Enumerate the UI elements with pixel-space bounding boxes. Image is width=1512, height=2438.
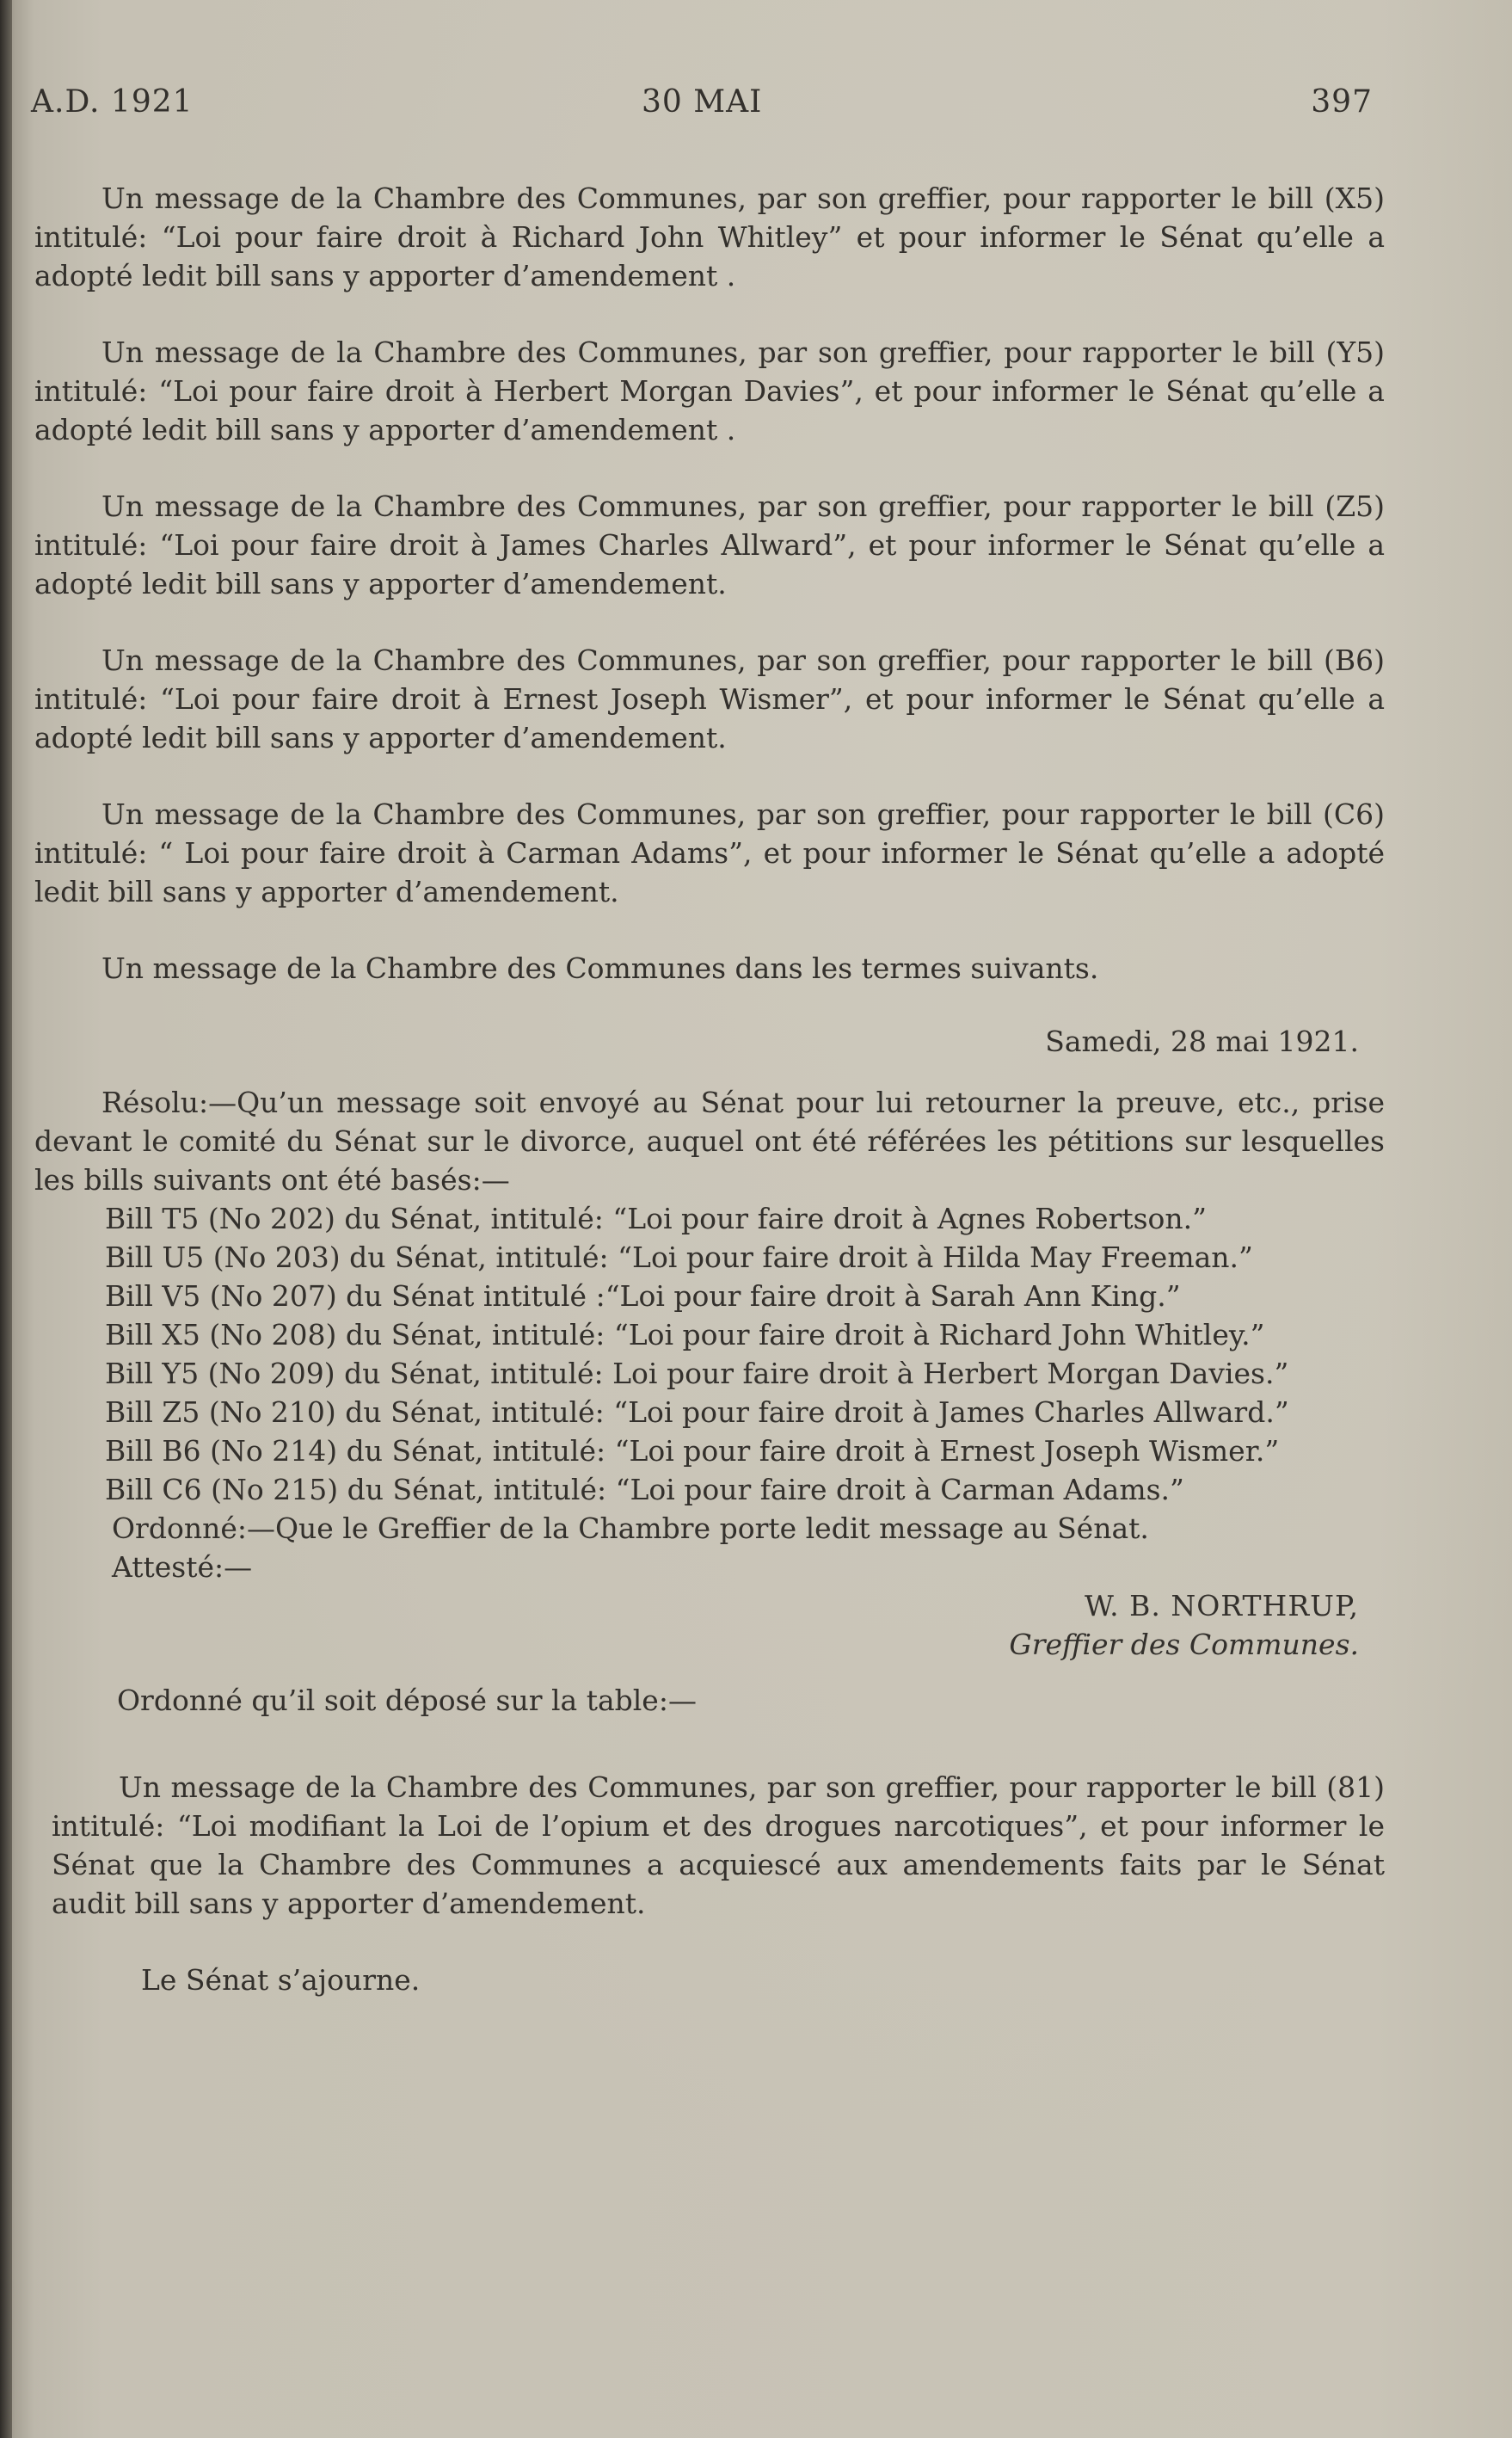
bill-x5: Bill X5 (No 208) du Sénat, intitulé: “Loi pour faire droit à Richard John Whitley.” bbox=[105, 1318, 1265, 1351]
message-paragraph-c6: Un message de la Chambre des Communes, par son greffier, pour rapporter le bill (C6) intitulé: “ Loi pour faire droit à Carman Adams”, et pour informer le Sénat qu’elle a adopté ledit bill sans y apporter d’amendement. bbox=[34, 797, 1385, 908]
message-paragraph-x5: Un message de la Chambre des Communes, par son greffier, pour rapporter le bill (X5) intitulé: “Loi pour faire droit à Richard John Whitley” et pour informer le Sénat qu’elle a adopté ledit bill sans y apporter d’amendement . bbox=[34, 182, 1385, 292]
bill-c6: Bill C6 (No 215) du Sénat, intitulé: “Loi pour faire droit à Carman Adams.” bbox=[105, 1473, 1184, 1506]
page-binding-edge bbox=[0, 0, 12, 2438]
signature-block bbox=[34, 1586, 1359, 1664]
header-year: A.D. 1921 bbox=[31, 84, 194, 120]
signature-name: W. B. NORTHRUP, bbox=[1084, 1589, 1359, 1622]
page-body bbox=[34, 179, 1385, 1999]
message-date: Samedi, 28 mai 1921. bbox=[1045, 1025, 1359, 1058]
ordonne-text: Ordonné:—Que le Greffier de la Chambre porte ledit message au Sénat. bbox=[112, 1511, 1149, 1545]
message-intro: Un message de la Chambre des Communes dans les termes suivants. bbox=[101, 951, 1099, 985]
deposit-order: Ordonné qu’il soit déposé sur la table:— bbox=[117, 1684, 697, 1717]
bill-y5: Bill Y5 (No 209) du Sénat, intitulé: Loi pour faire droit à Herbert Morgan Davies.” bbox=[105, 1357, 1289, 1390]
message-paragraph-b6: Un message de la Chambre des Communes, par son greffier, pour rapporter le bill (B6) intitulé: “Loi pour faire droit à Ernest Joseph Wismer”, et pour informer le Sénat qu’elle a adopté ledit bill sans y apporter d’amendement. bbox=[34, 643, 1385, 754]
bill-b6: Bill B6 (No 214) du Sénat, intitulé: “Loi pour faire droit à Ernest Joseph Wismer.” bbox=[105, 1434, 1280, 1468]
page-header bbox=[31, 84, 1373, 127]
bill-z5: Bill Z5 (No 210) du Sénat, intitulé: “Loi pour faire droit à James Charles Allward.” bbox=[105, 1395, 1289, 1429]
atteste-text: Attesté:— bbox=[112, 1550, 253, 1584]
message-paragraph-bill-81: Un message de la Chambre des Communes, par son greffier, pour rapporter le bill (81) intitulé: “Loi modifiant la Loi de l’opium et des drogues narcotiques”, et pour informer le Sénat que la Chambre des Communes a acquiescé aux amendements faits par le Sénat audit bill sans y apporter d’amendement. bbox=[52, 1770, 1385, 1920]
bill-v5: Bill V5 (No 207) du Sénat intitulé :“Loi pour faire droit à Sarah Ann King.” bbox=[105, 1279, 1181, 1313]
message-paragraph-y5: Un message de la Chambre des Communes, par son greffier, pour rapporter le bill (Y5) intitulé: “Loi pour faire droit à Herbert Morgan Davies”, et pour informer le Sénat qu’elle a adopté ledit bill sans y apporter d’amendement . bbox=[34, 336, 1385, 446]
message-paragraph-z5: Un message de la Chambre des Communes, par son greffier, pour rapporter le bill (Z5) intitulé: “Loi pour faire droit à James Charles Allward”, et pour informer le Sénat qu’elle a adopté ledit bill sans y apporter d’amendement. bbox=[34, 489, 1385, 600]
adjournment-text: Le Sénat s’ajourne. bbox=[141, 1963, 421, 1997]
header-page-number: 397 bbox=[1311, 84, 1373, 120]
resolution-text: Résolu:—Qu’un message soit envoyé au Sénat pour lui retourner la preuve, etc., prise devant le comité du Sénat sur le divorce, auquel ont été référées les pétitions sur lesquelles les bills suivants ont été basés:— bbox=[34, 1086, 1385, 1197]
header-date: 30 MAI bbox=[642, 84, 763, 120]
bill-t5: Bill T5 (No 202) du Sénat, intitulé: “Loi pour faire droit à Agnes Robertson.” bbox=[105, 1202, 1208, 1235]
signature-title: Greffier des Communes. bbox=[1009, 1628, 1359, 1661]
bill-u5: Bill U5 (No 203) du Sénat, intitulé: “Loi pour faire droit à Hilda May Freeman.” bbox=[105, 1241, 1253, 1274]
